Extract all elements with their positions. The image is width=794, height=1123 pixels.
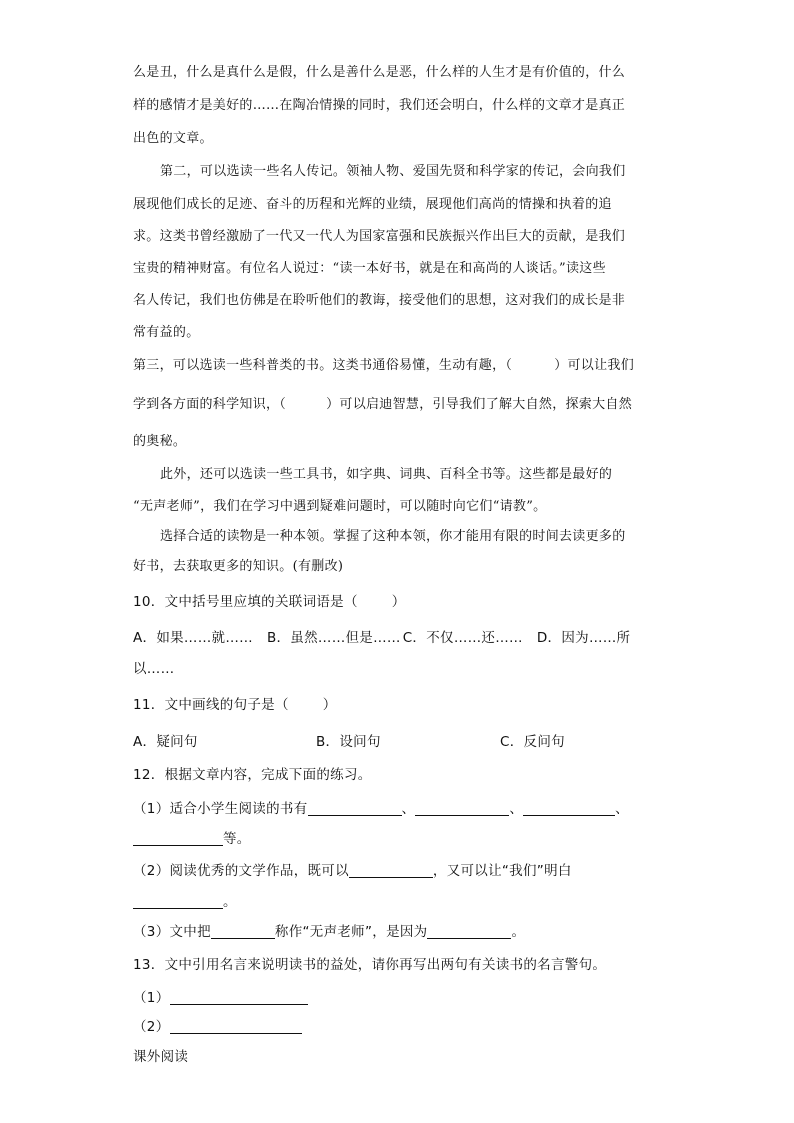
passage-text: ）可以启迪智慧，引导我们了解大自然，探索大自然 (326, 397, 633, 412)
question-text: ，又可以让“我们”明白 (432, 863, 572, 879)
option-b[interactable]: B．设问句 (316, 734, 381, 750)
answer-blank[interactable] (170, 1018, 302, 1034)
passage-line (133, 388, 632, 421)
question-12-stem: 12．根据文章内容，完成下面的练习。 (133, 767, 372, 783)
answer-blank[interactable] (427, 923, 511, 939)
answer-blank[interactable] (415, 800, 509, 816)
question-text: 、 (401, 801, 416, 817)
answer-blank[interactable] (523, 800, 615, 816)
passage-line: 出色的文章。 (133, 131, 213, 146)
question-text: ） (391, 594, 406, 610)
question-text: 称作“无声老师”，是因为 (274, 924, 428, 940)
option-a[interactable]: A．如果……就…… (133, 630, 253, 646)
question-text: 。 (511, 924, 526, 940)
question-13-stem: 13．文中引用名言来说明读书的益处，请你再写出两句有关读书的名言警句。 (133, 957, 607, 973)
section-heading: 课外阅读 (133, 1049, 189, 1065)
question-12-sub-1 (133, 793, 629, 826)
option-a[interactable]: A．疑问句 (133, 734, 198, 750)
passage-line: 样的感情才是美好的……在陶冶情操的同时，我们还会明白，什么样的文章才是真正 (133, 98, 626, 113)
question-10-options (133, 622, 630, 655)
passage-line: 好书，去获取更多的知识。(有删改) (133, 559, 344, 574)
option-d-continued: 以…… (133, 661, 175, 677)
option-d[interactable]: D．因为……所 (536, 630, 631, 646)
answer-blank[interactable] (211, 923, 275, 939)
passage-line: 展现他们成长的足迹、奋斗的历程和光辉的业绩，展现他们高尚的情操和执着的追 (133, 197, 612, 212)
option-c[interactable]: C．反问句 (500, 734, 565, 750)
question-12-sub-2-cont (133, 886, 237, 919)
question-text: 等。 (223, 831, 251, 847)
passage-line: 求。这类书曾经激励了一代又一代人为国家富强和民族振兴作出巨大的贡献，是我们 (133, 229, 626, 244)
question-12-sub-3 (133, 916, 525, 949)
passage-line: 此外，还可以选读一些工具书，如字典、词典、百科全书等。这些都是最好的 (160, 467, 613, 482)
question-text: （2） (133, 1019, 170, 1035)
question-text: （1） (133, 990, 170, 1006)
answer-blank[interactable] (133, 893, 223, 909)
question-text: 、 (509, 801, 524, 817)
answer-blank[interactable] (133, 830, 223, 846)
question-text: （1）适合小学生阅读的书有 (133, 801, 308, 817)
passage-line: 名人传记，我们也仿佛是在聆听他们的教诲，接受他们的思想，这对我们的成长是非 (133, 293, 626, 308)
answer-blank[interactable] (308, 800, 402, 816)
question-text: （3）文中把 (133, 924, 211, 940)
question-text: 10．文中括号里应填的关联词语是（ (133, 594, 358, 610)
question-13-answer-2 (133, 1011, 302, 1044)
question-text: ） (322, 697, 337, 713)
passage-text: ）可以让我们 (554, 358, 635, 373)
question-text: 。 (223, 894, 237, 910)
option-c[interactable]: C．不仅……还…… (402, 630, 523, 646)
question-10-stem (133, 586, 406, 619)
question-12-sub-2 (133, 855, 572, 888)
passage-text: 学到各方面的科学知识，（ (133, 397, 287, 412)
passage-line (133, 349, 634, 382)
passage-line: “无声老师”，我们在学习中遇到疑难问题时，可以随时向它们“请教”。 (133, 499, 547, 514)
passage-line: 第二，可以选读一些名人传记。领袖人物、爱国先贤和科学家的传记，会向我们 (160, 164, 626, 179)
passage-line: 的奥秘。 (133, 434, 187, 449)
question-text: 、 (615, 801, 629, 817)
passage-line: 选择合适的读物是一种本领。掌握了这种本领，你才能用有限的时间去读更多的 (160, 529, 626, 544)
answer-blank[interactable] (349, 862, 433, 878)
question-11-stem (133, 689, 337, 722)
question-12-sub-1-cont (133, 823, 251, 856)
passage-text: 第三，可以选读一些科普类的书。这类书通俗易懂，生动有趣，（ (133, 358, 513, 373)
passage-line: 常有益的。 (133, 325, 200, 340)
answer-blank[interactable] (170, 989, 308, 1005)
question-text: （2）阅读优秀的文学作品，既可以 (133, 863, 349, 879)
passage-line: 么是丑，什么是真什么是假，什么是善什么是恶，什么样的人生才是有价值的，什么 (133, 65, 626, 80)
question-text: 11．文中画线的句子是（ (133, 697, 289, 713)
passage-line: 宝贵的精神财富。有位名人说过：“读一本好书，就是在和高尚的人谈话。”读这些 (133, 261, 606, 276)
option-b[interactable]: B．虽然……但是…… (266, 630, 401, 646)
